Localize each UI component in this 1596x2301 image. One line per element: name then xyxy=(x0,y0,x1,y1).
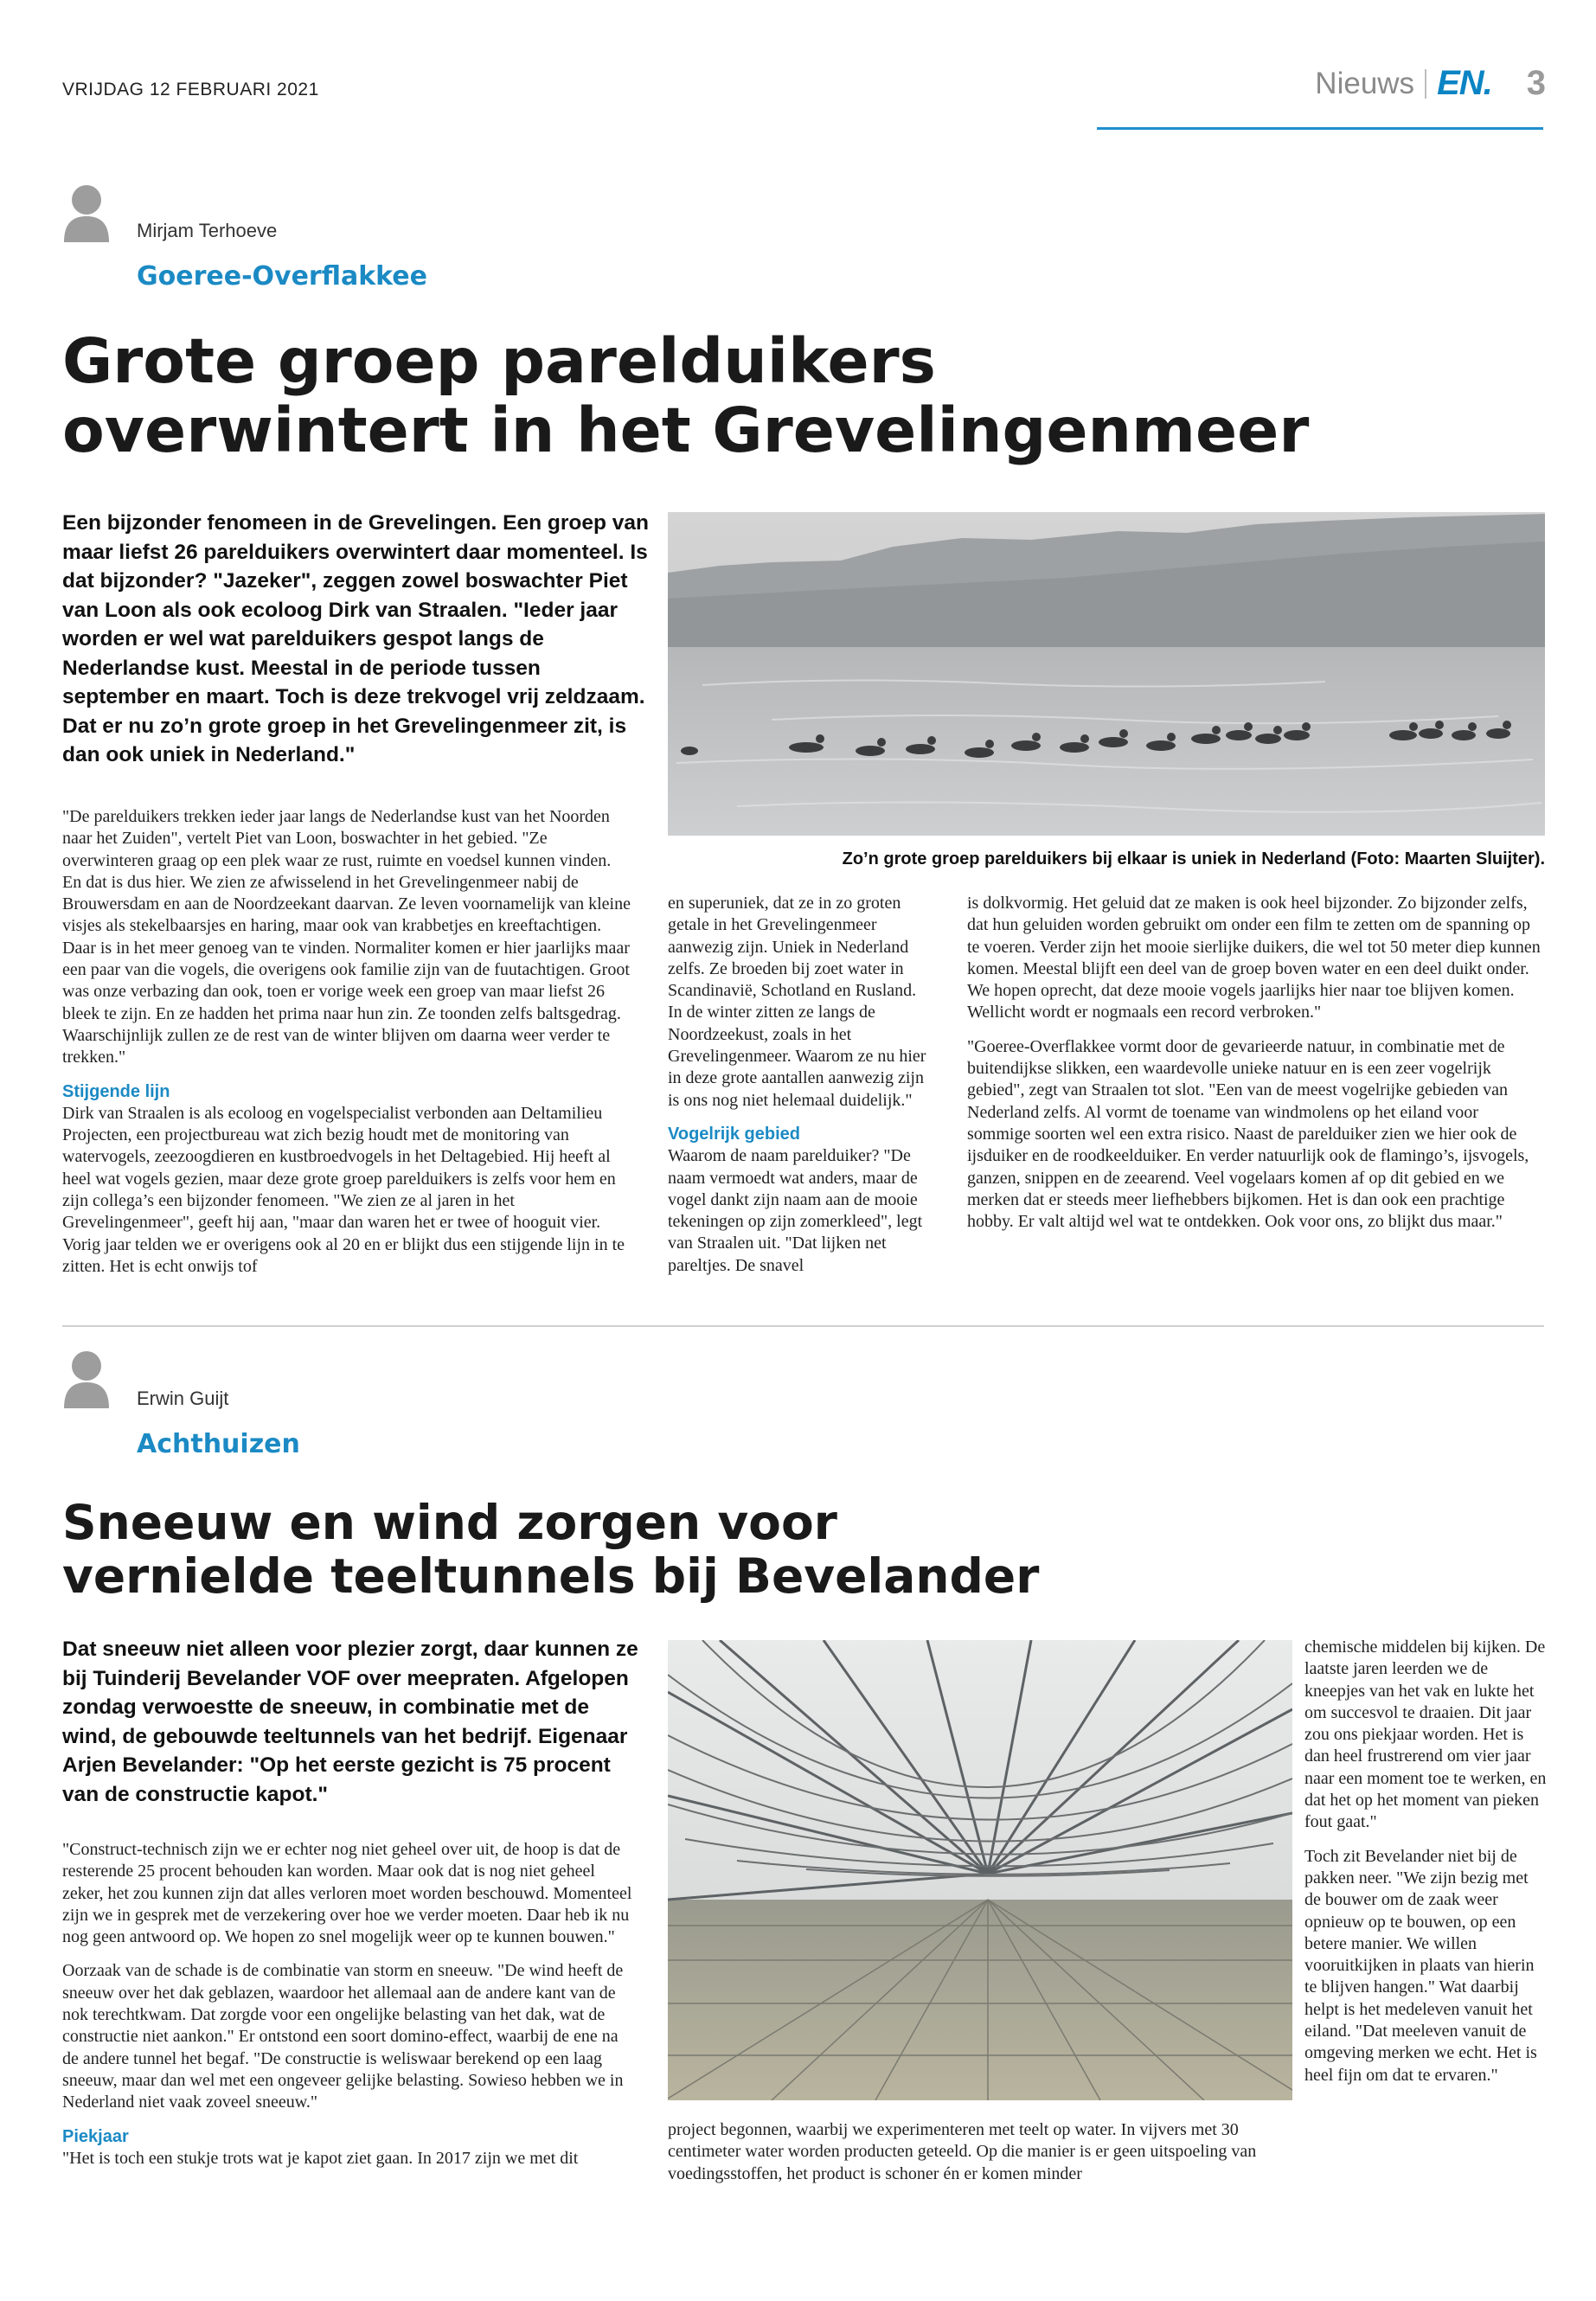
article2-photo xyxy=(668,1640,1292,2100)
article2-col3-paragraph1: chemische middelen bij kijken. De laatste jaren leerden we de kneepjes van het vak en lukte het om succesvol te draaien. Dit jaar zou ons piekjaar worden. Het is dan heel frustrerend om vier jaar naar een moment toe te werken, en dat het op het moment van pieken fout gaat." xyxy=(1304,1638,1547,1832)
article1-subheading-2: Vogelrijk gebied xyxy=(668,1124,800,1144)
masthead xyxy=(1315,64,1546,103)
article1-column-1 xyxy=(62,806,633,1290)
article-divider xyxy=(62,1325,1544,1327)
author-avatar-icon xyxy=(62,183,111,242)
article1-col2-paragraph1: en superuniek, dat ze in zo groten getale in het Grevelingenmeer aanwezig zijn. Uniek in Nederland zelfs. Ze broeden bij zoet water in Scandinavië, Schotland en Rusland. In de winter zitten ze langs de Noordzeekust, zoals in het Grevelingenmeer. Waarom ze nu hier in deze grote aantallen aanwezig zijn is ons nog niet helemaal duidelijk." xyxy=(668,894,926,1110)
article2-author: Erwin Guijt xyxy=(137,1388,229,1409)
section-label: Nieuws xyxy=(1315,66,1415,100)
article2-headline-line1: Sneeuw en wind zorgen voor xyxy=(62,1495,837,1550)
article1-col3-paragraph1: is dolkvormig. Het geluid dat ze maken is ook heel bijzonder. Zo bijzonder zelfs, dat hun geluiden worden gebruikt om onder een film te zetten om de spanning op te voeren. Verder zijn het mooie sierlijke duikers, die wel tot 50 meter diep kunnen komen. Meestal blijft een deel van de groep boven water en een deel duikt onder. We hopen oprecht, dat deze mooie vogels jaarlijks hier naar toe blijven komen. Wellicht wordt er nogmaals een record verbroken." xyxy=(967,894,1541,1022)
article2-col3-paragraph2: Toch zit Bevelander niet bij de pakken neer. "We zijn bezig met de bouwer om de zaak weer opnieuw op te bouwen, op een betere manier. We willen vooruitkijken in plaats van hierin te blijven hangen." Wat daarbij helpt is het medeleven vanuit het eiland. "Dat meeleven vanuit de omgeving merken we echt. Het is heel fijn om dat te ervaren." xyxy=(1304,1846,1537,2085)
article2-col1-paragraph2: Oorzaak van de schade is de combinatie van storm en sneeuw. "De wind heeft de sneeuw over het dak geblazen, waardoor het allemaal aan de andere kant van de nok terechtkwam. Dat zorgde voor een ongelijke belasting van het dak, wat de constructie niet aankon." Er ontstond een soort domino-effect, waarbij de ene na de andere tunnel het begaf. "De constructie is weliswaar berekend op een laag sneeuw, maar dan wel met een ongeveer gelijke belasting. Sowieso hebben we in Nederland niet vaak zoveel sneeuw." xyxy=(62,1961,624,2112)
article2-subheading-1: Piekjaar xyxy=(62,2126,129,2146)
article2-headline-line2: vernielde teeltunnels bij Bevelander xyxy=(62,1548,1040,1604)
article2-column-2 xyxy=(668,2119,1292,2197)
masthead-divider xyxy=(1425,69,1426,99)
article1-headline-line1: Grote groep parelduikers xyxy=(62,325,936,397)
author-avatar-icon xyxy=(62,1349,111,1408)
article2-region: Achthuizen xyxy=(137,1429,300,1459)
article1-column-2 xyxy=(668,893,933,1289)
masthead-rule xyxy=(1097,127,1543,130)
article1-col3-paragraph2: "Goeree-Overflakkee vormt door de gevarieerde natuur, in combinatie met de buitendijkse slikken, een waardevolle unieke natuur en is een zeer vogelrijk gebied", zegt van Straalen tot slot. "Een van de meest vogelrijke gebieden van Nederland zelfs. Al vormt de toename van windmolens op het eiland voor sommige soorten wel een extra risico. Naast de parelduiker zien we hier ook de ijsduiker en de roodkeelduiker. En verder natuurlijk ook de flamingo’s, ijsvogels, ganzen, snippen en de zeearend. Veel vogelaars komen af op dit gebied en we merken dat er steeds meer liefhebbers bijkomen. Het is dan ook een prachtige hobby. Er valt altijd wel wat te ontdekken. Ook voor ons, zo blijkt dus maar." xyxy=(967,1036,1529,1232)
article1-col1-paragraph1: "De parelduikers trekken ieder jaar langs de Nederlandse kust van het Noorden naar het Zuiden", vertelt Piet van Loon, boswachter in het gebied. "Ze overwinteren graag op een plek waar ze rust, ruimte en voedsel kunnen vinden. En dat is dus hier. We zien ze afwisselend in het Grevelingenmeer nabij de Brouwersdam en aan de Noordzeekant daarvan. Ze leven voornamelijk van kleine visjes als stekelbaarsjes en haring, maar ook van krabbetjes en kreeftachtigen. Daar is in het meer genoeg van te vinden. Normaliter komen er hier jaarlijks maar een paar van die vogels, die overigens ook familie zijn van de fuutachtigen. Groot was onze verbazing dan ook, toen er vorige week een groep van maar liefst 26 bleek te zijn. En ze hadden het prima naar hun zin. Ze toonden zelfs baltsgedrag. Waarschijnlijk zullen ze de rest van de winter blijven om daarna weer verder te trekken." xyxy=(62,807,631,1067)
publication-logo: EN. xyxy=(1437,64,1492,102)
article1-headline xyxy=(62,327,1533,465)
article1-col2-paragraph2: Waarom de naam parelduiker? "De naam vermoedt wat anders, maar de vogel dankt zijn naam aan de mooie tekeningen op zijn zomerkleed", legt van Straalen uit. "Dat lijken net pareltjes. De snavel xyxy=(668,1146,923,1275)
article1-photo-caption: Zo’n grote groep parelduikers bij elkaar is uniek in Nederland (Foto: Maarten Sluijter). xyxy=(842,849,1545,868)
article1-author: Mirjam Terhoeve xyxy=(137,220,278,241)
article1-lead: Een bijzonder fenomeen in de Grevelingen. Een groep van maar liefst 26 parelduikers overwintert daar momenteel. Is dat bijzonder? "Jazeker", zeggen zowel boswachter Piet van Loon als ook ecoloog Dirk van Straalen. "Ieder jaar worden er wel wat parelduikers gespot langs de Nederlandse kust. Meestal in de periode tussen september en maart. Toch is deze trekvogel vrij zeldzaam. Dat er nu zo’n grote groep in het Grevelingenmeer zit, is dan ook uniek in Nederland." xyxy=(62,511,649,766)
article1-headline-line2: overwintert in het Grevelingenmeer xyxy=(62,394,1310,466)
article2-column-3 xyxy=(1304,1637,1547,2099)
issue-date: VRIJDAG 12 FEBRUARI 2021 xyxy=(62,80,319,99)
page-number: 3 xyxy=(1526,64,1546,102)
article1-photo xyxy=(668,512,1545,836)
article2-col1-paragraph1: "Construct-technisch zijn we er echter nog niet geheel over uit, de hoop is dat de resterende 25 procent behouden kan worden. Maar ook dat is nog niet geheel zeker, het zou kunnen zijn dat alles verloren moet worden beschouwd. Momenteel zijn we in gesprek met de verzekering over hoe we verder moeten. Daar heb ik nu nog geen antwoord op. We hopen zo snel mogelijk weer op te kunnen bouwen." xyxy=(62,1840,632,1947)
article2-lead: Dat sneeuw niet alleen voor plezier zorgt, daar kunnen ze bij Tuinderij Bevelander VOF over meepraten. Afgelopen zondag verwoestte de sneeuw, in combinatie met de wind, de gebouwde teeltunnels van het bedrijf. Eigenaar Arjen Bevelander: "Op het eerste gezicht is 75 procent van de constructie kapot." xyxy=(62,1638,638,1806)
article2-column-1 xyxy=(62,1839,633,2182)
article1-region: Goeree-Overflakkee xyxy=(137,261,427,292)
article1-subheading-1: Stijgende lijn xyxy=(62,1081,170,1101)
article2-col1-paragraph3: "Het is toch een stukje trots wat je kapot ziet gaan. In 2017 zijn we met dit xyxy=(62,2148,579,2168)
article2-headline xyxy=(62,1497,1533,1603)
article2-col2-paragraph1: project begonnen, waarbij we experimenteren met teelt op water. In vijvers met 30 centimeter water worden producten geteeld. Op die manier is er geen uitspoeling van voedingsstoffen, het product is schoner én er komen minder xyxy=(668,2120,1257,2183)
article1-column-3 xyxy=(967,893,1545,1245)
article1-col1-paragraph2: Dirk van Straalen is als ecoloog en vogelspecialist verbonden aan Deltamilieu Projecten, een projectbureau wat zich bezig houdt met de monitoring van watervogels, zeezoogdieren en kustbroedvogels in het Deltagebied. Hij heeft al heel wat vogels gezien, maar deze grote groep parelduikers is zelfs voor hem en zijn collega’s een bijzonder fenomeen. "We zien ze al jaren in het Grevelingenmeer", geeft hij aan, "maar dan waren het er twee of hooguit vier. Vorig jaar telden we er overigens ook al 20 en er blijkt dus een stijgende lijn in te zitten. Het is echt onwijs tof xyxy=(62,1103,625,1276)
